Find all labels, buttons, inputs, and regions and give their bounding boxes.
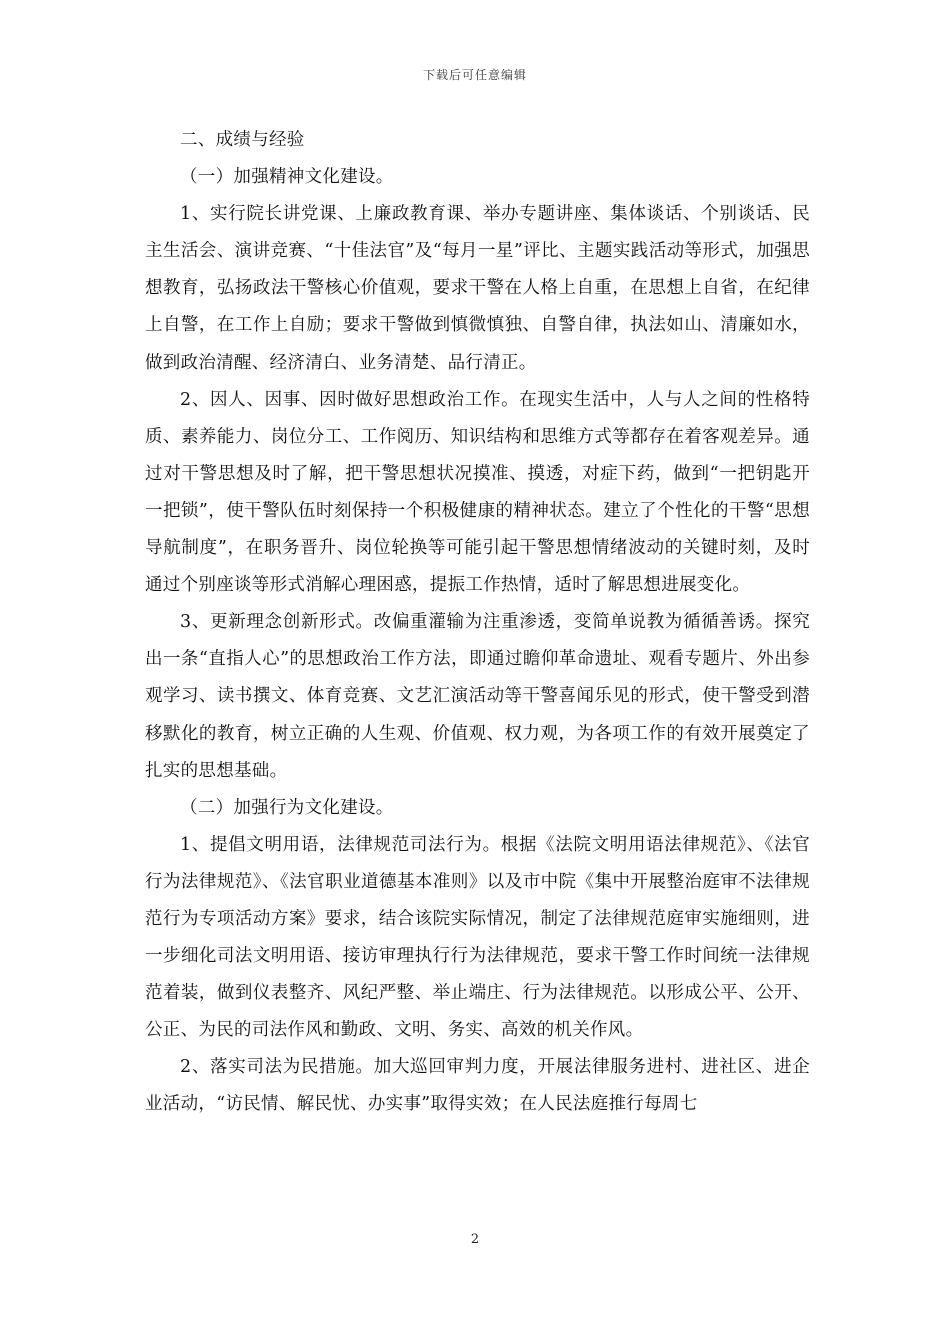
subsection-title-1: （一）加强精神文化建设。 xyxy=(180,167,394,188)
paragraph-5: 2、落实司法为民措施。加大巡回审判力度，开展法律服务进村、进社区、进企业活动，“访民情、解民忧、办实事”取得实效；在人民法庭推行每周七 xyxy=(145,1057,810,1115)
section-title: 二、成绩与经验 xyxy=(180,130,305,150)
subsection-title-2: （二）加强行为文化建设。 xyxy=(180,797,394,818)
paragraph-1: 1、实行院长讲党课、上廉政教育课、举办专题讲座、集体谈话、个别谈话、民主生活会、演讲竞赛、“十佳法官”及“每月一星”评比、主题实践活动等形式，加强思想教育，弘扬政法干警核心价值观，要求干警在人格上自重，在思想上自省，在纪律上自警，在工作上自励；要求干警做到慎微慎独、自警自律，执法如山、清廉如水，做到政治清醒、经济清白、业务清楚、品行清正。 xyxy=(145,204,810,373)
document-body xyxy=(145,122,810,1124)
paragraph-2: 2、因人、因事、因时做好思想政治工作。在现实生活中，人与人之间的性格特质、素养能力、岗位分工、工作阅历、知识结构和思维方式等都存在着客观差异。通过对干警思想及时了解，把干警思想状况摸准、摸透，对症下药，做到“一把钥匙开一把锁”，使干警队伍时刻保持一个积极健康的精神状态。建立了个性化的干警“思想导航制度”，在职务晋升、岗位轮换等可能引起干警思想情绪波动的关键时刻，及时通过个别座谈等形式消解心理困惑，提振工作热情，适时了解思想进展变化。 xyxy=(145,389,810,596)
page-header-note: 下载后可任意编辑 xyxy=(422,68,527,82)
paragraph-4: 1、提倡文明用语，法律规范司法行为。根据《法院文明用语法律规范》、《法官行为法律规范》、《法官职业道德基本准则》以及市中院《集中开展整治庭审不法律规范行为专项活动方案》要求，结合该院实际情况，制定了法律规范庭审实施细则，进一步细化司法文明用语、接访审理执行行为法律规范，要求干警工作时间统一法律规范着装，做到仪表整齐、风纪严整、举止端庄、行为法律规范。以形成公平、公开、公正、为民的司法作风和勤政、文明、务实、高效的机关作风。 xyxy=(145,834,810,1041)
paragraph-3: 3、更新理念创新形式。改偏重灌输为注重渗透，变简单说教为循循善诱。探究出一条“直指人心”的思想政治工作方法，即通过瞻仰革命遗址、观看专题片、外出参观学习、读书撰文、体育竞赛、文艺汇演活动等干警喜闻乐见的形式，使干警受到潜移默化的教育，树立正确的人生观、价值观、权力观，为各项工作的有效开展奠定了扎实的思想基础。 xyxy=(145,612,810,781)
page-number: 2 xyxy=(470,1232,480,1247)
